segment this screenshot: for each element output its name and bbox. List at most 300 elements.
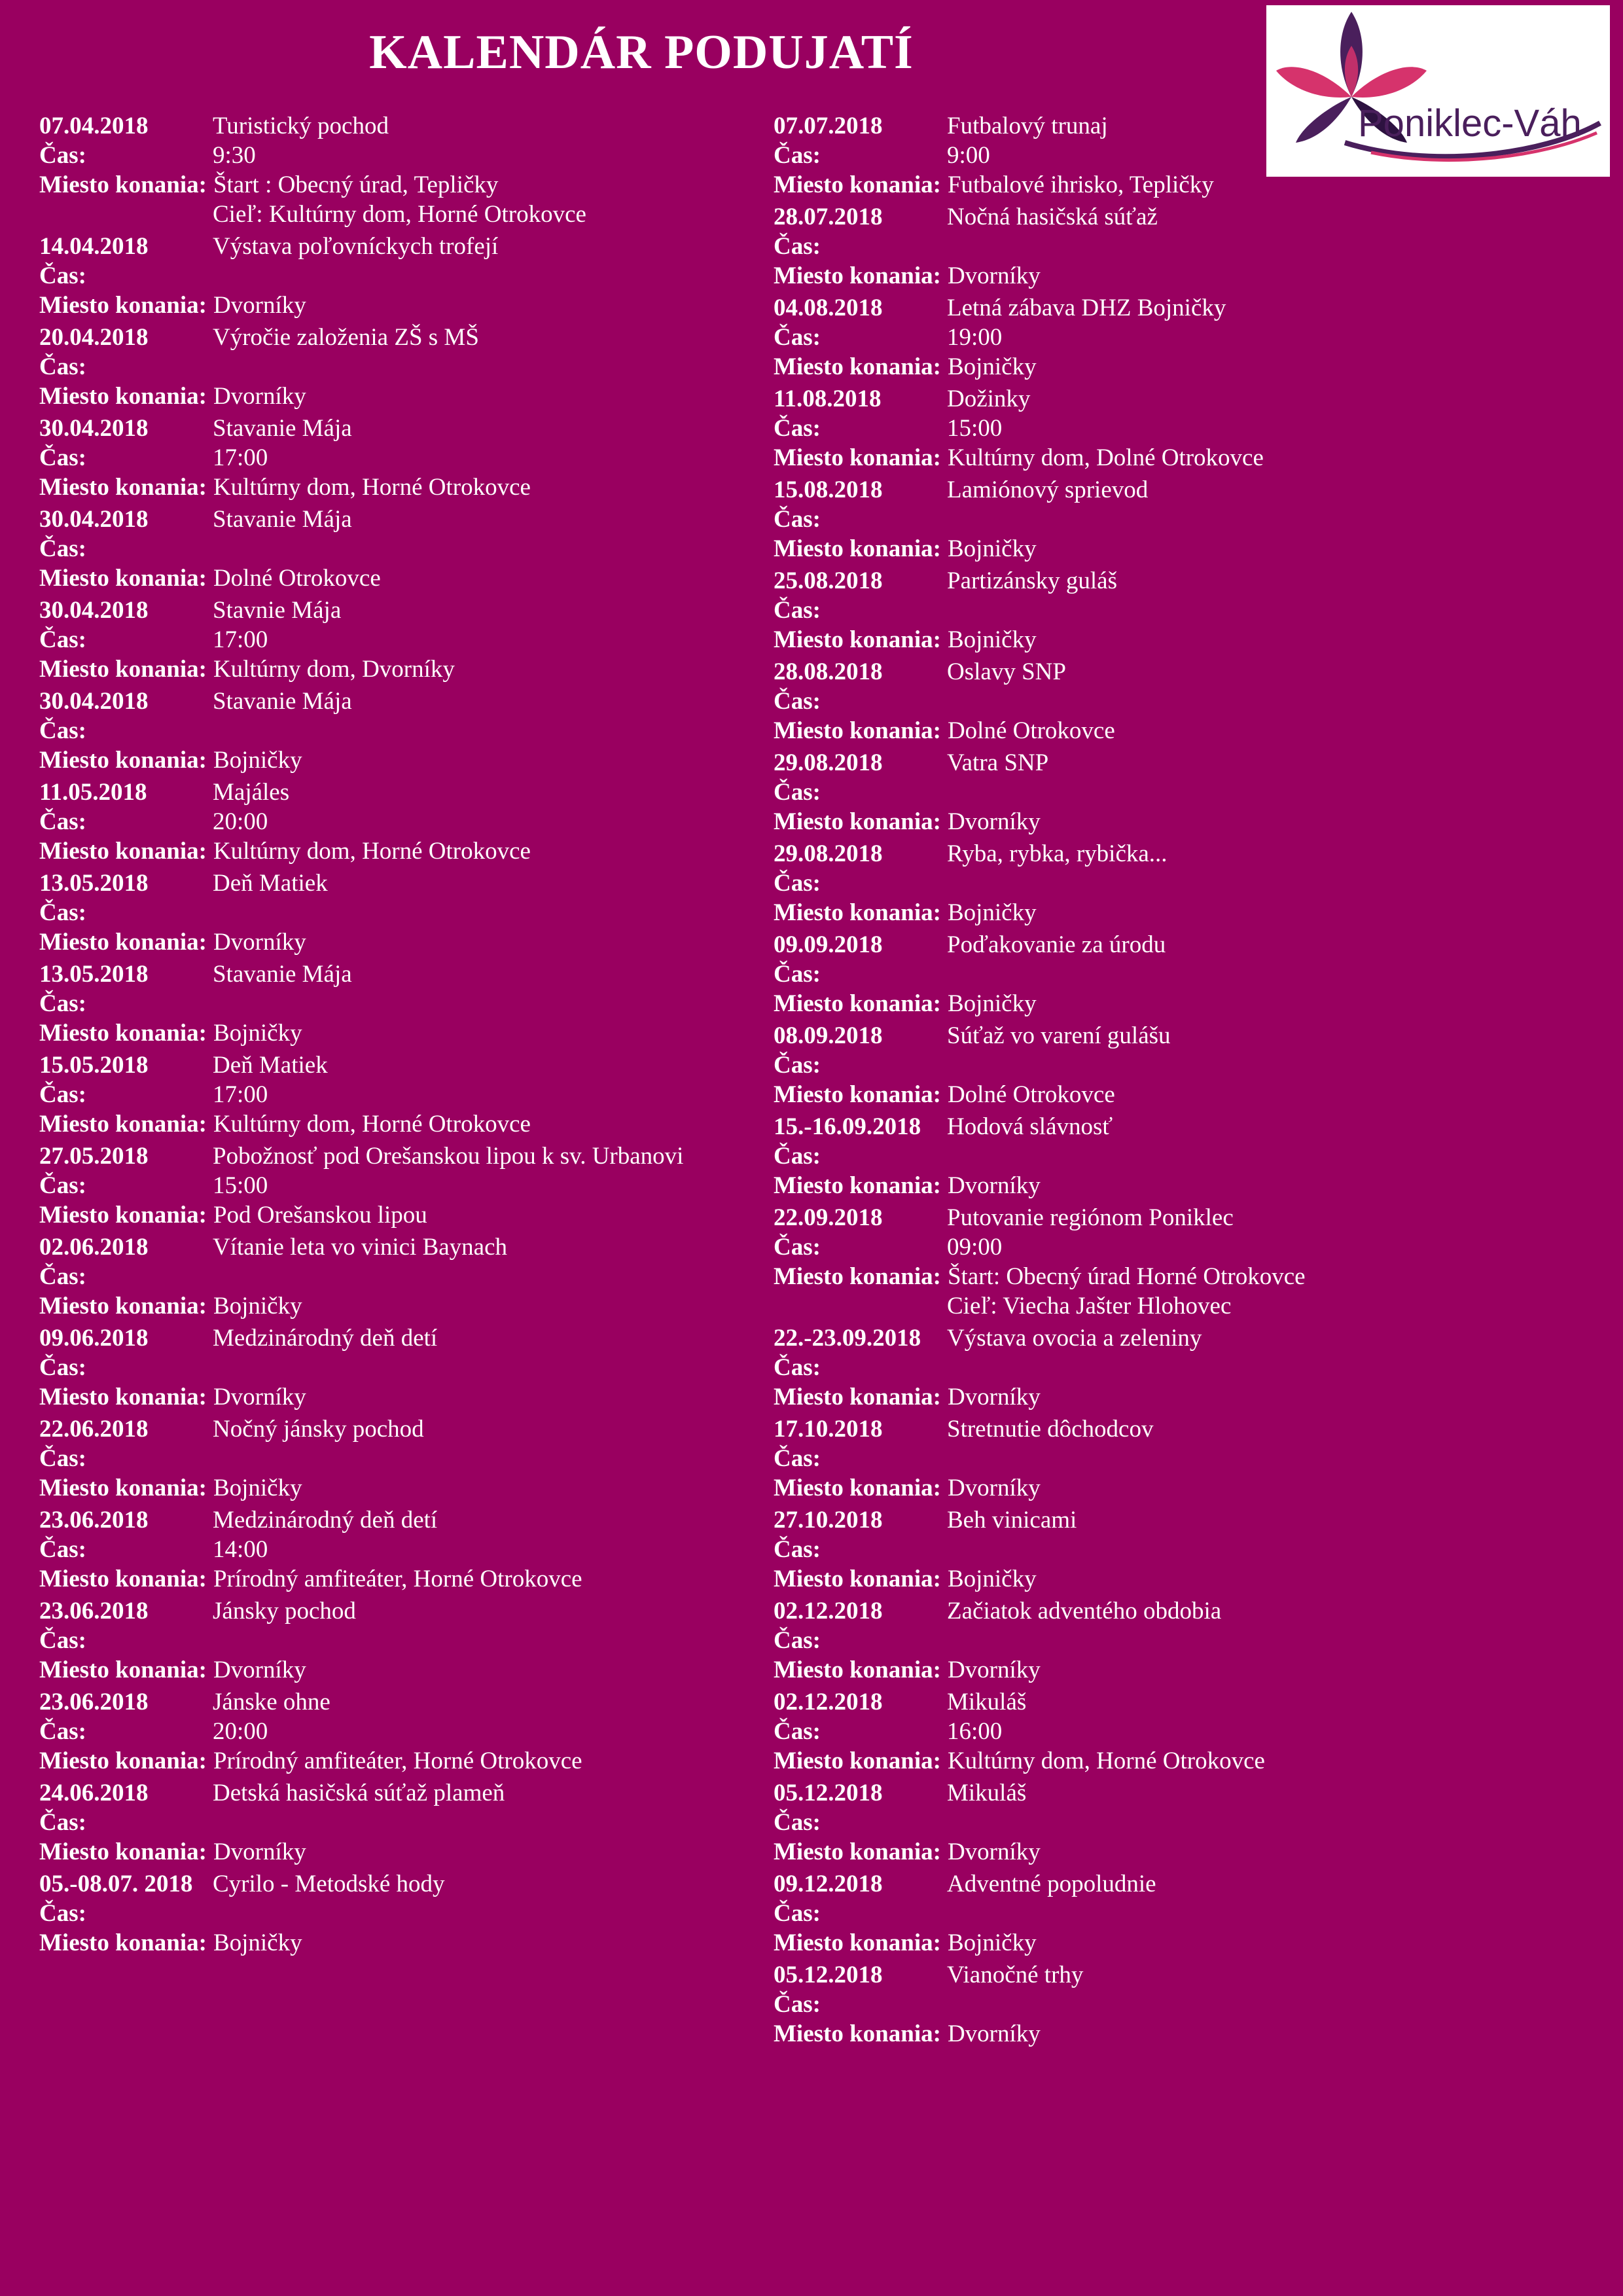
- event-date: 17.10.2018: [774, 1416, 883, 1443]
- event-date: 09.12.2018: [774, 1871, 883, 1897]
- event-time-line: [774, 1535, 1598, 1564]
- event-time-line: [39, 1080, 772, 1109]
- event-place: Bojničky: [947, 1929, 1037, 1956]
- place-label: Miesto konania:: [774, 262, 941, 289]
- place-label: Miesto konania:: [774, 444, 941, 471]
- event-time-line: [39, 1262, 772, 1291]
- event-entry: [774, 1323, 1598, 1412]
- event-time-line: [774, 1717, 1598, 1746]
- event-place: Bojničky: [947, 899, 1037, 926]
- place-label: Miesto konania:: [774, 990, 941, 1017]
- event-place-line-2: [39, 200, 772, 229]
- event-date: 29.08.2018: [774, 840, 883, 867]
- event-date-line: [39, 687, 772, 716]
- event-name: Dožinky: [947, 386, 1031, 412]
- event-entry: [774, 1021, 1598, 1109]
- event-time-line: [774, 141, 1598, 170]
- event-name: Súťaž vo varení gulášu: [947, 1022, 1171, 1049]
- event-time: 17:00: [213, 1081, 268, 1108]
- place-label: Miesto konania:: [39, 1475, 207, 1501]
- event-date-line: [774, 566, 1598, 596]
- event-entry: [39, 1232, 772, 1321]
- event-place-line: [774, 1746, 1598, 1776]
- event-time-line: [774, 778, 1598, 807]
- event-entry: [39, 1414, 772, 1503]
- time-label: Čas:: [774, 1627, 821, 1654]
- event-name: Majáles: [213, 779, 290, 806]
- event-date: 05.12.2018: [774, 1962, 883, 1988]
- event-place-line: [774, 898, 1598, 927]
- time-label: Čas:: [39, 1445, 86, 1472]
- time-label: Čas:: [774, 233, 821, 260]
- place-label: Miesto konania:: [39, 171, 207, 198]
- place-label: Miesto konania:: [774, 1263, 941, 1290]
- event-time-line: [774, 505, 1598, 534]
- event-entry: [774, 566, 1598, 655]
- event-name: Stavanie Mája: [213, 415, 352, 442]
- event-time-line: [774, 232, 1598, 261]
- event-name: Výročie založenia ZŠ s MŠ: [213, 324, 479, 351]
- event-date: 11.08.2018: [774, 386, 882, 412]
- event-date-line: [39, 1141, 772, 1171]
- page-title: KALENDÁR PODUJATÍ: [369, 26, 914, 79]
- event-date: 14.04.2018: [39, 233, 149, 260]
- event-name: Začiatok adventého obdobia: [947, 1598, 1222, 1624]
- place-label: Miesto konania:: [774, 535, 941, 562]
- event-date: 22.06.2018: [39, 1416, 149, 1443]
- event-time-line: [774, 1050, 1598, 1080]
- event-date-line: [774, 1960, 1598, 1990]
- event-place-line: [774, 170, 1598, 200]
- place-label: Miesto konania:: [39, 1929, 207, 1956]
- time-label: Čas:: [774, 1143, 821, 1170]
- event-date: 30.04.2018: [39, 415, 149, 442]
- event-date: 05.12.2018: [774, 1780, 883, 1806]
- time-label: Čas:: [39, 444, 86, 471]
- event-date-line: [39, 1232, 772, 1262]
- event-date: 30.04.2018: [39, 506, 149, 533]
- event-date: 15.-16.09.2018: [774, 1113, 921, 1140]
- event-date-line: [774, 202, 1598, 232]
- event-entry: [774, 1505, 1598, 1594]
- event-date-line: [774, 1596, 1598, 1626]
- event-date: 28.08.2018: [774, 658, 883, 685]
- place-label: Miesto konania:: [774, 1081, 941, 1108]
- place-label: Miesto konania:: [774, 353, 941, 380]
- event-entry: [39, 1778, 772, 1867]
- event-place-2: Cieľ: Kultúrny dom, Horné Otrokovce: [213, 201, 586, 228]
- event-place: Dvorníky: [213, 292, 306, 319]
- event-name: Stavanie Mája: [213, 506, 352, 533]
- event-place-line: [774, 534, 1598, 564]
- event-place-line: [774, 989, 1598, 1018]
- event-place-line: [774, 807, 1598, 836]
- event-date: 02.12.2018: [774, 1598, 883, 1624]
- event-time-line: [774, 596, 1598, 625]
- place-label: Miesto konania:: [774, 899, 941, 926]
- event-time-line: [39, 625, 772, 655]
- event-entry: [774, 202, 1598, 291]
- time-label: Čas:: [774, 870, 821, 897]
- place-label: Miesto konania:: [39, 1384, 207, 1410]
- event-time-line: [39, 261, 772, 291]
- event-date-line: [774, 1203, 1598, 1232]
- event-date-line: [39, 596, 772, 625]
- event-entry: [774, 475, 1598, 564]
- event-place-line: [39, 1928, 772, 1958]
- event-place: Bojničky: [213, 1475, 302, 1501]
- event-place: Bojničky: [947, 535, 1037, 562]
- event-time-line: [39, 352, 772, 382]
- event-place: Dvorníky: [213, 1657, 306, 1683]
- event-time-line: [39, 1444, 772, 1473]
- event-place: Bojničky: [947, 353, 1037, 380]
- event-date-line: [774, 475, 1598, 505]
- event-place-line: [774, 1564, 1598, 1594]
- event-name: Medzinárodný deň detí: [213, 1507, 438, 1534]
- place-label: Miesto konania:: [39, 474, 207, 501]
- event-place-line: [39, 1018, 772, 1048]
- event-time-line: [774, 1444, 1598, 1473]
- time-label: Čas:: [39, 142, 86, 169]
- event-time-line: [39, 1717, 772, 1746]
- event-time-line: [39, 989, 772, 1018]
- event-place: Futbalové ihrisko, Tepličky: [947, 171, 1214, 198]
- event-place-line-2: [774, 1291, 1598, 1321]
- event-place: Dvorníky: [947, 262, 1041, 289]
- event-name: Oslavy SNP: [947, 658, 1066, 685]
- event-place-line: [39, 1200, 772, 1230]
- event-entry: [39, 232, 772, 320]
- event-place: Kultúrny dom, Horné Otrokovce: [213, 474, 531, 501]
- event-date-line: [39, 232, 772, 261]
- event-place: Dolné Otrokovce: [947, 1081, 1115, 1108]
- event-date: 20.04.2018: [39, 324, 149, 351]
- event-place-line: [39, 1746, 772, 1776]
- place-label: Miesto konania:: [774, 171, 941, 198]
- event-date-line: [39, 505, 772, 534]
- event-entry: [774, 839, 1598, 927]
- time-label: Čas:: [39, 1627, 86, 1654]
- event-place: Bojničky: [213, 1293, 302, 1319]
- event-date-line: [774, 748, 1598, 778]
- right-event-column: [774, 111, 1598, 2051]
- event-date-line: [39, 1323, 772, 1353]
- event-date-line: [39, 111, 772, 141]
- event-place-line: [774, 1080, 1598, 1109]
- event-time-line: [39, 443, 772, 473]
- event-time-line: [774, 869, 1598, 898]
- event-date-line: [774, 657, 1598, 687]
- time-label: Čas:: [774, 1809, 821, 1836]
- event-name: Letná zábava DHZ Bojničky: [947, 295, 1226, 321]
- event-entry: [774, 657, 1598, 745]
- time-label: Čas:: [774, 1354, 821, 1381]
- event-name: Nočná hasičská súťaž: [947, 204, 1158, 230]
- event-date-line: [39, 960, 772, 989]
- time-label: Čas:: [39, 1536, 86, 1563]
- place-label: Miesto konania:: [39, 929, 207, 956]
- event-name: Lamiónový sprievod: [947, 476, 1149, 503]
- event-place: Dvorníky: [947, 1475, 1041, 1501]
- place-label: Miesto konania:: [774, 1384, 941, 1410]
- event-place: Bojničky: [213, 1929, 302, 1956]
- indent-spacer: [39, 200, 213, 229]
- left-event-column: [39, 111, 772, 1960]
- event-name: Pobožnosť pod Orešanskou lipou k sv. Urbanovi: [213, 1143, 684, 1170]
- event-date-line: [39, 1687, 772, 1717]
- event-place: Dvorníky: [947, 1172, 1041, 1199]
- event-place: Dvorníky: [947, 1384, 1041, 1410]
- time-label: Čas:: [774, 1052, 821, 1079]
- place-label: Miesto konania:: [774, 1566, 941, 1592]
- event-date: 07.04.2018: [39, 113, 149, 139]
- event-place-line: [39, 564, 772, 593]
- event-date-line: [774, 111, 1598, 141]
- place-label: Miesto konania:: [39, 656, 207, 683]
- event-place-line: [39, 1655, 772, 1685]
- place-label: Miesto konania:: [39, 1020, 207, 1047]
- event-entry: [39, 414, 772, 502]
- event-place-line: [39, 745, 772, 775]
- event-entry: [39, 869, 772, 957]
- event-date-line: [39, 1414, 772, 1444]
- event-entry: [39, 1687, 772, 1776]
- event-entry: [774, 1778, 1598, 1867]
- place-label: Miesto konania:: [39, 1748, 207, 1774]
- event-place-line: [774, 2019, 1598, 2049]
- event-place-line: [774, 1262, 1598, 1291]
- event-entry: [39, 687, 772, 775]
- event-date-line: [39, 1778, 772, 1808]
- time-label: Čas:: [774, 324, 821, 351]
- time-label: Čas:: [39, 1809, 86, 1836]
- event-place-line: [39, 1837, 772, 1867]
- event-time: 17:00: [213, 626, 268, 653]
- place-label: Miesto konania:: [774, 717, 941, 744]
- event-date: 15.08.2018: [774, 476, 883, 503]
- event-date: 23.06.2018: [39, 1598, 149, 1624]
- event-entry: [774, 293, 1598, 382]
- time-label: Čas:: [39, 808, 86, 835]
- event-date-line: [774, 1778, 1598, 1808]
- event-entry: [774, 748, 1598, 836]
- event-date: 13.05.2018: [39, 961, 149, 988]
- event-entry: [39, 1323, 772, 1412]
- event-date-line: [39, 778, 772, 807]
- place-label: Miesto konania:: [39, 838, 207, 865]
- event-place-line: [774, 1382, 1598, 1412]
- event-place: Dolné Otrokovce: [213, 565, 381, 592]
- place-label: Miesto konania:: [39, 747, 207, 774]
- event-place: Dvorníky: [947, 808, 1041, 835]
- event-date: 24.06.2018: [39, 1780, 149, 1806]
- place-label: Miesto konania:: [774, 1839, 941, 1865]
- place-label: Miesto konania:: [774, 1748, 941, 1774]
- event-place-line: [39, 1473, 772, 1503]
- time-label: Čas:: [774, 961, 821, 988]
- event-date: 09.09.2018: [774, 931, 883, 958]
- event-time-line: [774, 1141, 1598, 1171]
- event-date-line: [39, 1505, 772, 1535]
- event-time-line: [774, 1808, 1598, 1837]
- event-name: Stavanie Mája: [213, 688, 352, 715]
- event-entry: [774, 1687, 1598, 1776]
- time-label: Čas:: [774, 1991, 821, 2018]
- event-date: 23.06.2018: [39, 1689, 149, 1715]
- place-label: Miesto konania:: [774, 1657, 941, 1683]
- time-label: Čas:: [39, 626, 86, 653]
- event-name: Jánske ohne: [213, 1689, 330, 1715]
- event-place: Bojničky: [947, 626, 1037, 653]
- event-place: Dvorníky: [947, 1839, 1041, 1865]
- event-place: Prírodný amfiteáter, Horné Otrokovce: [213, 1566, 582, 1592]
- event-name: Nočný jánsky pochod: [213, 1416, 424, 1443]
- event-date: 28.07.2018: [774, 204, 883, 230]
- event-name: Partizánsky guláš: [947, 567, 1117, 594]
- event-place: Kultúrny dom, Horné Otrokovce: [213, 1111, 531, 1138]
- event-time-line: [39, 807, 772, 836]
- event-time-line: [774, 1990, 1598, 2019]
- place-label: Miesto konania:: [39, 292, 207, 319]
- event-time-line: [774, 323, 1598, 352]
- event-place-2: Cieľ: Viecha Jašter Hlohovec: [947, 1293, 1232, 1319]
- event-place-line: [774, 1171, 1598, 1200]
- event-name: Výstava ovocia a zeleniny: [947, 1325, 1202, 1352]
- event-place-line: [39, 291, 772, 320]
- event-date-line: [39, 1050, 772, 1080]
- event-place-line: [39, 1109, 772, 1139]
- event-place: Štart: Obecný úrad Horné Otrokovce: [947, 1263, 1306, 1290]
- event-date: 23.06.2018: [39, 1507, 149, 1534]
- event-date: 04.08.2018: [774, 295, 883, 321]
- event-time: 09:00: [947, 1234, 1003, 1261]
- event-date: 22.-23.09.2018: [774, 1325, 921, 1352]
- event-entry: [39, 505, 772, 593]
- event-date: 27.05.2018: [39, 1143, 149, 1170]
- place-label: Miesto konania:: [39, 1657, 207, 1683]
- event-entry: [774, 1596, 1598, 1685]
- event-name: Výstava poľovníckych trofejí: [213, 233, 499, 260]
- event-date: 02.06.2018: [39, 1234, 149, 1261]
- event-date-line: [774, 1112, 1598, 1141]
- event-entry: [774, 111, 1598, 200]
- event-place: Kultúrny dom, Dvorníky: [213, 656, 455, 683]
- event-place: Dvorníky: [213, 1839, 306, 1865]
- event-date: 15.05.2018: [39, 1052, 149, 1079]
- time-label: Čas:: [39, 717, 86, 744]
- event-place: Štart : Obecný úrad, Tepličky: [213, 171, 499, 198]
- event-name: Beh vinicami: [947, 1507, 1077, 1534]
- event-place: Bojničky: [947, 990, 1037, 1017]
- time-label: Čas:: [39, 535, 86, 562]
- event-entry: [774, 1112, 1598, 1200]
- event-date: 30.04.2018: [39, 597, 149, 624]
- time-label: Čas:: [39, 1081, 86, 1108]
- indent-spacer: [774, 1291, 947, 1321]
- event-place: Prírodný amfiteáter, Horné Otrokovce: [213, 1748, 582, 1774]
- event-entry: [39, 1141, 772, 1230]
- time-label: Čas:: [774, 1234, 821, 1261]
- event-place-line: [39, 1291, 772, 1321]
- place-label: Miesto konania:: [774, 808, 941, 835]
- event-date: 08.09.2018: [774, 1022, 883, 1049]
- event-date: 29.08.2018: [774, 749, 883, 776]
- time-label: Čas:: [39, 990, 86, 1017]
- event-entry: [774, 1414, 1598, 1503]
- event-date-line: [39, 1869, 772, 1899]
- place-label: Miesto konania:: [39, 1566, 207, 1592]
- event-date: 25.08.2018: [774, 567, 883, 594]
- time-label: Čas:: [774, 1536, 821, 1563]
- event-time: 15:00: [947, 415, 1003, 442]
- event-place: Bojničky: [213, 747, 302, 774]
- event-time-line: [39, 898, 772, 927]
- event-time: 19:00: [947, 324, 1003, 351]
- time-label: Čas:: [39, 1263, 86, 1290]
- event-entry: [774, 1869, 1598, 1958]
- time-label: Čas:: [39, 1900, 86, 1927]
- event-name: Vítanie leta vo vinici Baynach: [213, 1234, 508, 1261]
- event-place-line: [39, 1564, 772, 1594]
- event-place: Dvorníky: [213, 383, 306, 410]
- time-label: Čas:: [39, 899, 86, 926]
- event-place: Pod Orešanskou lipou: [213, 1202, 427, 1229]
- logo-text: Poniklec-Váh: [1358, 102, 1582, 145]
- event-time-line: [774, 1626, 1598, 1655]
- event-entry: [39, 1596, 772, 1685]
- event-date-line: [774, 1414, 1598, 1444]
- event-time-line: [774, 414, 1598, 443]
- event-time-line: [39, 716, 772, 745]
- event-name: Stretnutie dôchodcov: [947, 1416, 1154, 1443]
- event-name: Futbalový trunaj: [947, 113, 1108, 139]
- event-place-line: [39, 655, 772, 684]
- event-time: 9:30: [213, 142, 256, 169]
- event-time: 9:00: [947, 142, 990, 169]
- event-time: 20:00: [213, 808, 268, 835]
- event-name: Detská hasičská súťaž plameň: [213, 1780, 505, 1806]
- event-name: Turistický pochod: [213, 113, 389, 139]
- event-time: 17:00: [213, 444, 268, 471]
- event-place-line: [39, 927, 772, 957]
- event-date: 02.12.2018: [774, 1689, 883, 1715]
- place-label: Miesto konania:: [39, 565, 207, 592]
- place-label: Miesto konania:: [39, 1839, 207, 1865]
- event-time-line: [39, 1171, 772, 1200]
- time-label: Čas:: [774, 1718, 821, 1745]
- event-place-line: [39, 170, 772, 200]
- event-date-line: [39, 1596, 772, 1626]
- event-date-line: [774, 1869, 1598, 1899]
- event-place-line: [774, 625, 1598, 655]
- event-place-line: [39, 382, 772, 411]
- event-time-line: [774, 1232, 1598, 1262]
- event-place: Dvorníky: [213, 1384, 306, 1410]
- event-entry: [774, 1960, 1598, 2049]
- time-label: Čas:: [774, 688, 821, 715]
- event-name: Stavnie Mája: [213, 597, 342, 624]
- event-place-line: [774, 1837, 1598, 1867]
- event-place-line: [39, 1382, 772, 1412]
- event-name: Mikuláš: [947, 1780, 1027, 1806]
- time-label: Čas:: [774, 597, 821, 624]
- time-label: Čas:: [774, 1900, 821, 1927]
- event-name: Hodová slávnosť: [947, 1113, 1113, 1140]
- event-time-line: [39, 1899, 772, 1928]
- event-name: Vianočné trhy: [947, 1962, 1084, 1988]
- event-date-line: [774, 1021, 1598, 1050]
